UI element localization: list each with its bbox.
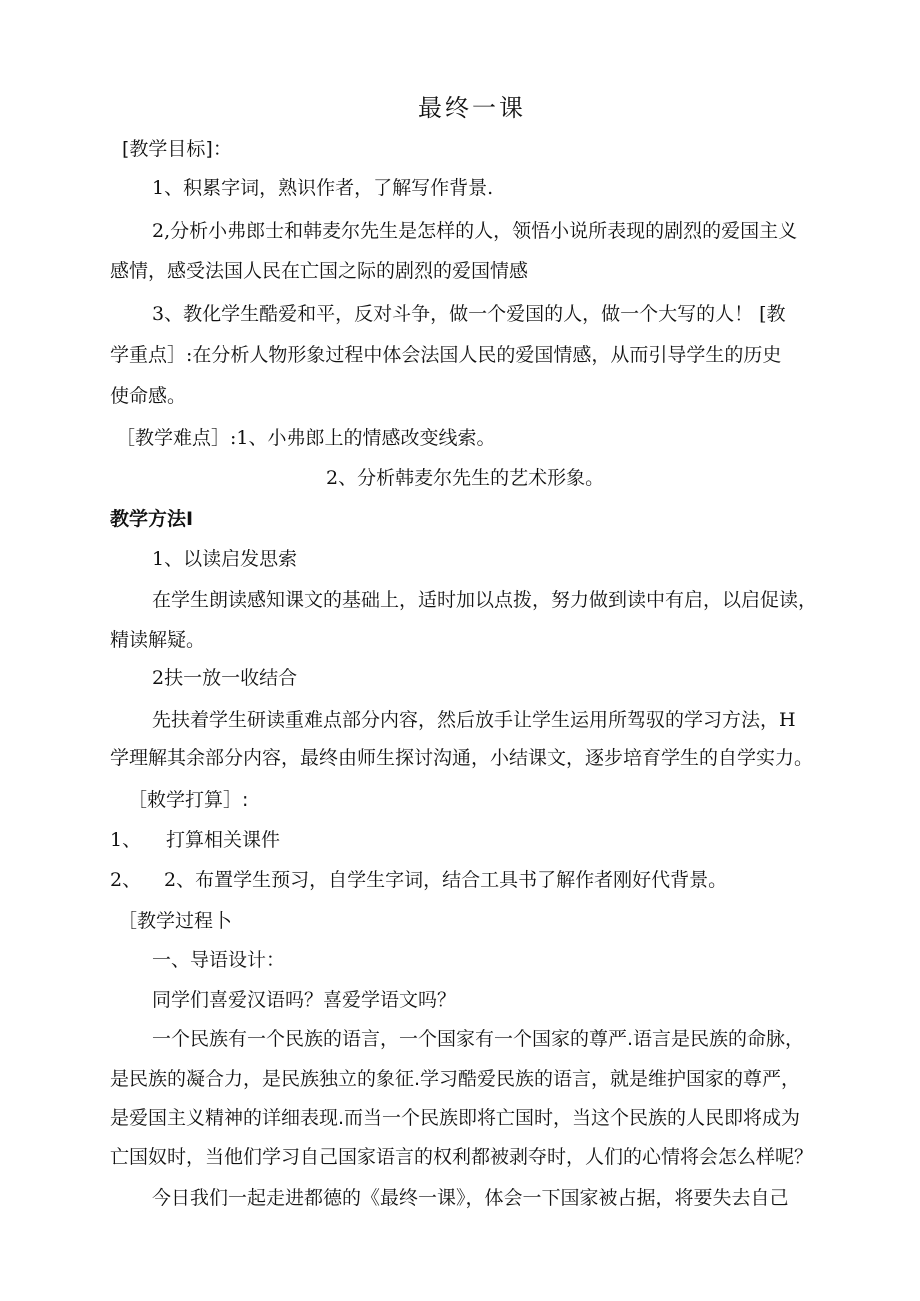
paragraph-line: 学重点］:在分析人物形象过程中体会法国人民的爱国情感，从而引导学生的历史 bbox=[110, 344, 782, 366]
paragraph-line: 先扶着学生研读重难点部分内容，然后放手让学生运用所驾驭的学习方法，H bbox=[152, 709, 796, 731]
heading-teaching-goals: [教学目标]： bbox=[122, 138, 232, 160]
paragraph-line: 一个民族有一个民族的语言，一个国家有一个国家的尊严.语言是民族的命脉， bbox=[152, 1028, 805, 1050]
paragraph-line: 1、积累字词，熟识作者，了解写作背景. bbox=[152, 177, 494, 199]
heading-teaching-preparation: ［敕学打算］: bbox=[128, 789, 249, 811]
paragraph-line: 2、分析韩麦尔先生的艺术形象。 bbox=[326, 467, 605, 489]
paragraph-line: 亡国奴时，当他们学习自己国家语言的权利都被剥夺时，人们的心情将会怎么样呢？ bbox=[110, 1146, 814, 1168]
paragraph-line: 在学生朗读感知课文的基础上，适时加以点拨，努力做到读中有启，以启促读， bbox=[152, 589, 818, 611]
paragraph-line: 精读解疑。 bbox=[110, 629, 206, 651]
paragraph-line: 使命感。 bbox=[110, 385, 187, 407]
paragraph-line: 是民族的凝合力，是民族独立的象征.学习酷爱民族的语言，就是维护国家的尊严， bbox=[110, 1068, 801, 1090]
list-number: 2、 bbox=[110, 869, 142, 891]
paragraph-line: 感情，感受法国人民在亡国之际的剧烈的爱国情感 bbox=[110, 260, 529, 282]
paragraph-line: 一、导语设计： bbox=[152, 949, 286, 971]
paragraph-line: 今日我们一起走进都德的《最终一课》，体会一下国家被占据，将要失去自己 bbox=[152, 1187, 789, 1209]
paragraph-line: 1、以读启发思索 bbox=[152, 548, 298, 570]
heading-teaching-methods: 教学方法I bbox=[110, 508, 194, 530]
paragraph-line: 3、教化学生酷爱和平，反对斗争，做一个爱国的人，做一个大写的人！ [教 bbox=[152, 303, 786, 325]
paragraph-line: 2,分析小弗郎士和韩麦尔先生是怎样的人，领悟小说所表现的剧烈的爱国主义 bbox=[152, 220, 798, 242]
paragraph-line: 同学们喜爱汉语吗？喜爱学语文吗？ bbox=[152, 989, 457, 1011]
list-item: 2、布置学生预习，自学生字词，结合工具书了解作者刚好代背景。 bbox=[164, 869, 728, 891]
paragraph-line: 2扶一放一收结合 bbox=[152, 667, 298, 689]
document-title: 最终一课 bbox=[418, 94, 526, 122]
list-item: 打算相关课件 bbox=[166, 829, 281, 851]
heading-teaching-process: ［教学过程卜 bbox=[118, 910, 233, 932]
heading-teaching-difficulties: ［教学难点］:1、小弗郎上的情感改变线索。 bbox=[116, 427, 496, 449]
paragraph-line: 是爱国主义精神的详细表现.而当一个民族即将亡国时，当这个民族的人民即将成为 bbox=[110, 1107, 801, 1129]
paragraph-line: 学理解其余部分内容，最终由师生探讨沟通，小结课文，逐步培育学生的自学实力。 bbox=[110, 747, 814, 769]
list-number: 1、 bbox=[110, 829, 142, 851]
